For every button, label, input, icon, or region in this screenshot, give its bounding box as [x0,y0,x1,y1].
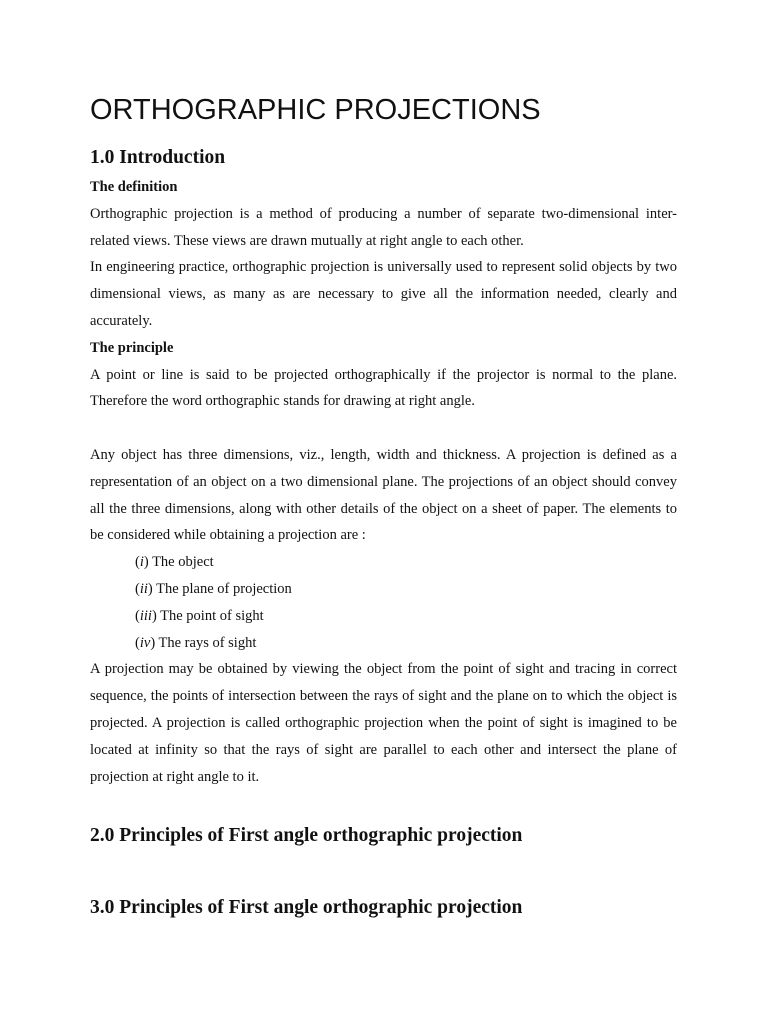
principle-paragraph: A point or line is said to be projected orthographically if the projector is normal to the plane. Therefore the word orthographic stands for drawing at right angle. [90,366,677,410]
list-item-number: iii [139,607,152,624]
section-introduction [90,142,677,790]
list-item: (ii) The plane of projection [135,580,292,597]
list-item: (i) The object [135,554,214,571]
principle-paragraph: Any object has three dimensions, viz., length, width and thickness. A projection is defined as a representation of an object on a two dimensional plane. The projections of an object should convey all the three dimensions, along with other details of the object on a sheet of paper. The elements to be considered while obtaining a projection are : [90,446,677,544]
subheading-principle: The principle [90,339,174,356]
list-item-number: iv [139,634,151,651]
list-item-text: The rays of sight [158,634,257,651]
list-item-text: The object [152,554,214,571]
section-heading-first-angle: 2.0 Principles of First angle orthographic projection [90,825,523,846]
list-item: (iii) The point of sight [135,607,264,624]
section-heading-first-angle-repeat: 3.0 Principles of First angle orthographic projection [90,897,523,918]
list-item-text: The point of sight [160,607,264,624]
subheading-definition: The definition [90,179,178,195]
projection-elements-list [90,549,677,656]
list-item-number: i [139,554,144,571]
list-item-number: ii [139,580,148,597]
paragraph-spacer [90,415,677,442]
document-title: ORTHOGRAPHIC PROJECTIONS [90,94,541,126]
closing-paragraph: A projection may be obtained by viewing the object from the point of sight and tracing in correct sequence, the points of intersection between the rays of sight and the plane on to which the object is projected. A projection is called orthographic projection when the point of sight is imagined to be located at infinity so that the rays of sight are parallel to each other and intersect the plane of projection at right angle to it. [90,661,677,785]
section-heading-introduction: 1.0 Introduction [90,147,226,168]
list-item: (iv) The rays of sight [135,634,257,651]
definition-paragraph: In engineering practice, orthographic projection is universally used to represent solid objects by two dimensional views, as many as are necessary to give all the information needed, clearly and accurately. [90,259,677,329]
list-item-text: The plane of projection [156,580,292,597]
definition-paragraph: Orthographic projection is a method of producing a number of separate two-dimensional inter-related views. These views are drawn mutually at right angle to each other. [90,205,677,249]
